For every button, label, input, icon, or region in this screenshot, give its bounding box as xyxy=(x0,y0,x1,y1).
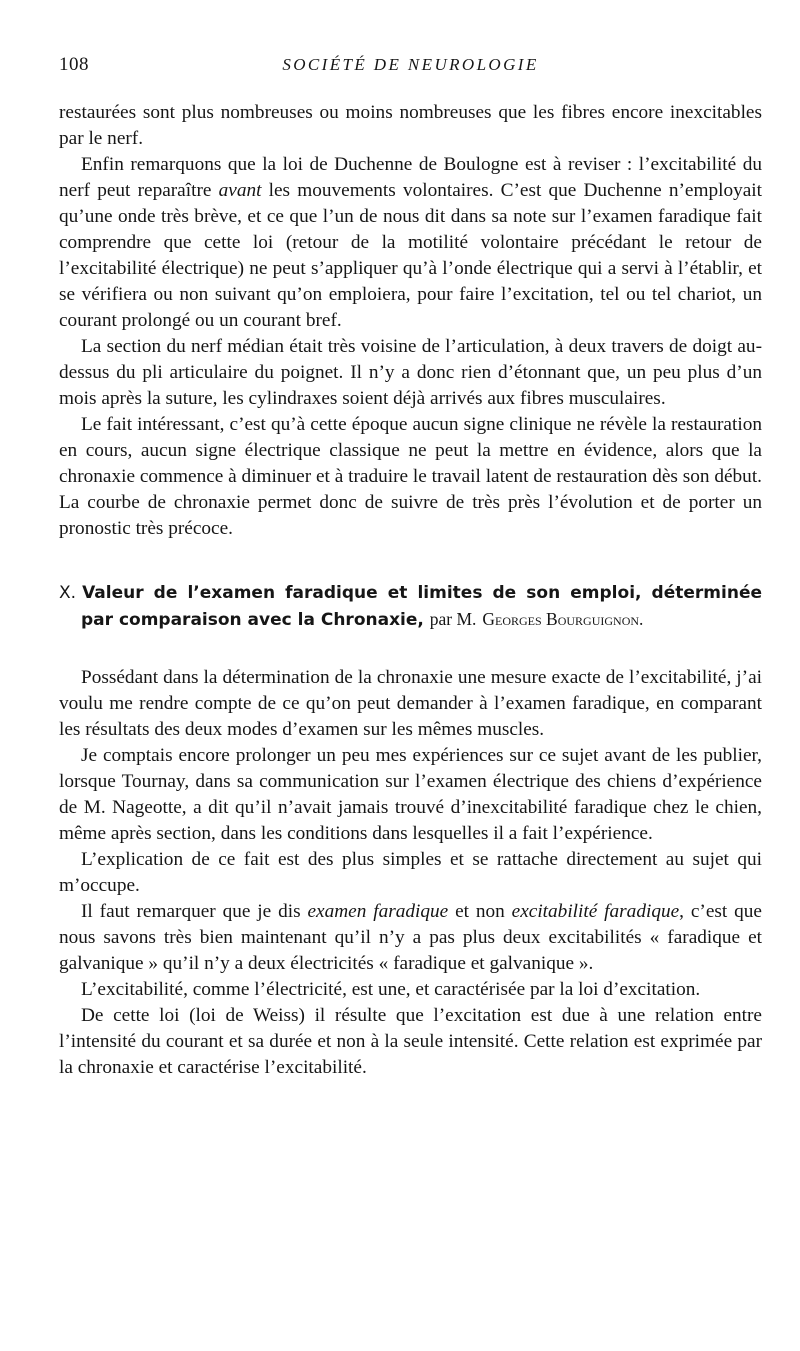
paragraph xyxy=(59,899,762,977)
emphasis-text: avant xyxy=(218,180,262,201)
text-run: Enfin remarquons que la loi de Duchenne de Boulogne est à reviser : l’excitabilité du nerf peut reparaître xyxy=(59,154,762,201)
body-text-before xyxy=(59,100,762,542)
text-run: Il faut remarquer que je dis xyxy=(81,901,308,922)
author-prefix: par M. xyxy=(429,609,477,629)
emphasis-text: examen faradique xyxy=(307,901,449,922)
spacer xyxy=(59,542,762,580)
text-run: De cette loi (loi de Weiss) il résulte que l’excitation est due à une relation entre l’intensité du courant et sa durée et non à la seule intensité. Cette relation est exprimée par la chronaxie et caractérise l’excitabilité. xyxy=(59,1005,762,1078)
text-run: L’excitabilité, comme l’électricité, est une, et caractérisée par la loi d’excitation. xyxy=(81,979,701,1000)
page-number: 108 xyxy=(59,54,89,75)
spacer xyxy=(59,633,762,665)
text-run: Le fait intéressant, c’est qu’à cette époque aucun signe clinique ne révèle la restauration en cours, aucun signe électrique classique ne peut la mettre en évidence, alors que la chronaxie commence à diminuer et à traduire le travail latent de restauration dès son début. La courbe de chronaxie permet donc de suivre de très près l’évolution et de porter un pronostic très précoce. xyxy=(59,414,762,539)
running-header xyxy=(59,52,762,82)
paragraph xyxy=(59,743,762,847)
section-author: Georges Bourguignon. xyxy=(482,609,644,629)
body-text-after xyxy=(59,665,762,1081)
text-run: Je comptais encore prolonger un peu mes expériences sur ce sujet avant de les publier, lorsque Tournay, dans sa communication sur l’examen électrique des chiens d’expérience de M. Nageotte, a dit qu’il n’avait jamais trouvé d’inexcitabilité faradique chez le chien, même après section, dans les conditions dans lesquelles il a fait l’expérience. xyxy=(59,745,762,844)
paragraph xyxy=(59,665,762,743)
emphasis-text: excitabilité faradique xyxy=(511,901,680,922)
paragraph xyxy=(59,334,762,412)
paragraph xyxy=(59,1003,762,1081)
section-heading xyxy=(59,580,762,633)
text-run: L’explication de ce fait est des plus simples et se rattache directement au sujet qui m’occupe. xyxy=(59,849,762,896)
paragraph xyxy=(59,977,762,1003)
text-run: restaurées sont plus nombreuses ou moins nombreuses que les fibres encore inexcitables par le nerf. xyxy=(59,102,762,149)
document-page xyxy=(59,52,762,1312)
text-run: La section du nerf médian était très voisine de l’articulation, à deux travers de doigt au-dessus du pli articulaire du poignet. Il n’y a donc rien d’étonnant que, un peu plus d’un mois après la suture, les cylindraxes soient déjà arrivés aux fibres musculaires. xyxy=(59,336,762,409)
section-number: X. xyxy=(59,583,77,603)
paragraph xyxy=(59,100,762,152)
text-run: et non xyxy=(448,901,512,922)
paragraph xyxy=(59,412,762,542)
journal-title: SOCIÉTÉ DE NEUROLOGIE xyxy=(282,55,539,74)
text-run: Possédant dans la détermination de la chronaxie une mesure exacte de l’excitabilité, j’ai voulu me rendre compte de ce qu’on peut demander à l’examen faradique, en comparant les résultats des deux modes d’examen sur les mêmes muscles. xyxy=(59,667,762,740)
section-title: Valeur de l’examen faradique et limites de son emploi, déterminée par comparaison avec la Chronaxie, xyxy=(81,583,762,630)
paragraph xyxy=(59,152,762,334)
text-run: , c’est que nous savons très bien maintenant qu’il n’y a pas plus deux excitabilités « faradique et galvanique » qu’il n’y a deux électricités « faradique et galvanique ». xyxy=(59,901,762,974)
paragraph xyxy=(59,847,762,899)
text-run: les mouvements volontaires. C’est que Duchenne n’employait qu’une onde très brève, et ce que l’un de nous dit dans sa note sur l’examen faradique fait comprendre que cette loi (retour de la motilité volontaire précédant le retour de l’excitabilité électrique) ne peut s’appliquer qu’à l’onde électrique qui a servi à l’établir, et se vérifiera ou non suivant qu’on emploiera, pour faire l’excitation, tel ou tel chariot, un courant prolongé ou un courant bref. xyxy=(59,180,762,331)
